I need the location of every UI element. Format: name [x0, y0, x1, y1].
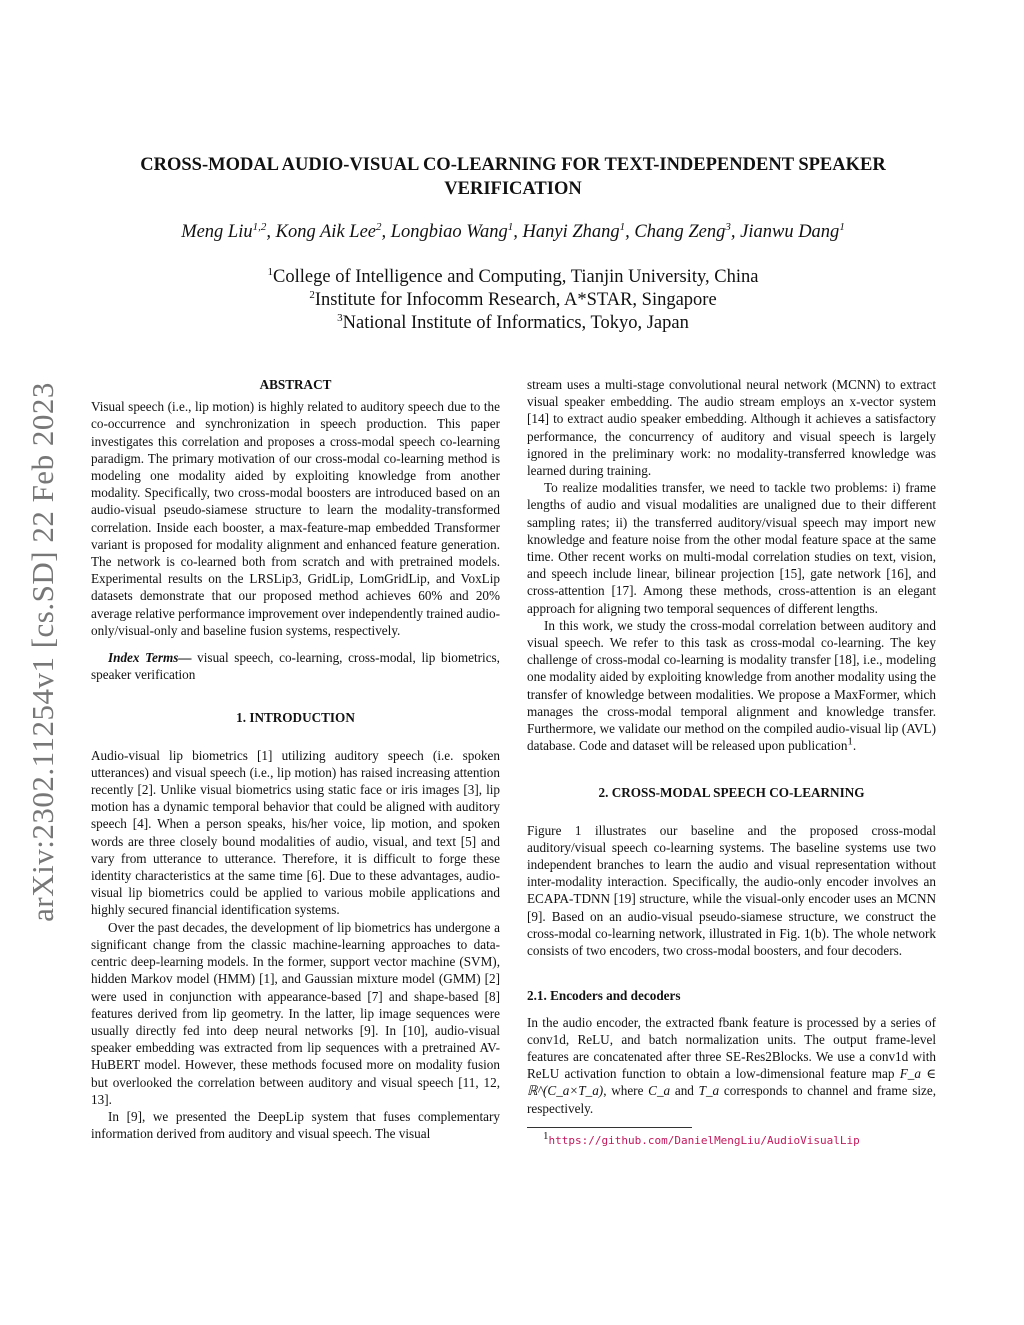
intro-paragraph: Over the past decades, the development of lip biometrics has undergone a significant change from the classic machine-learning approaches to data-centric deep-learning models. In the former, support vector machine (SVM), hidden Markov model (HMM) [1], and Gaussian mixture model (GMM) [2] were used in conjunction with appearance-based [7] and shape-based [8] features derived from lip geometry. In the latter, lip image sequences were usually directly fed into deep neural networks [9]. In [10], audio-visual speaker embedding was extracted from lip sequences with a pretrained AV-HuBERT model. However, these methods focused more on modality fusion but overlooked the correlation between auditory and visual speech [11, 12, 13]. [91, 919, 500, 1107]
footnote-link[interactable]: https://github.com/DanielMengLiu/AudioVisualLip [548, 1133, 860, 1147]
right-column [527, 376, 936, 1149]
author: Meng Liu [181, 222, 253, 242]
footnote-rule [527, 1127, 692, 1128]
affiliation: $^3$National Institute of Informatics, Tokyo, Japan [337, 311, 689, 333]
author: Longbiao Wang [390, 222, 508, 242]
author: Hanyi Zhang [522, 222, 620, 242]
arxiv-watermark [25, 362, 60, 942]
paper-title: CROSS-MODAL AUDIO-VISUAL CO-LEARNING FOR TEXT-INDEPENDENT SPEAKER VERIFICATION [140, 155, 886, 199]
footnote: $^1$https://github.com/DanielMengLiu/AudioVisualLip [543, 1129, 860, 1147]
author: Chang Zeng [634, 222, 726, 242]
intro-heading: 1. INTRODUCTION [236, 710, 355, 726]
math-feature-map: F_a ∈ ℝ^(C_a×T_a) [527, 1066, 937, 1099]
intro-paragraph: Audio-visual lip biometrics [1] utilizing auditory speech (i.e. spoken utterances) and visual speech (i.e., lip motion) has raised increasing attention recently [2]. Unlike visual biometrics using static face or iris images [3], lip motion has a dynamic temporal behavior that could be aligned with auditory speech [4]. When a person speaks, his/her voice, lip motion, and spoken words are three closely bound modalities of audio, visual, and text [5] and vary from utterance to utterance. Therefore, it is difficult to forge these identity characteristics at the same time [6]. Due to these advantages, audio-visual lip biometrics could be applied to various mobile applications and highly secured financial identification systems. [91, 747, 500, 918]
section2-heading: 2. CROSS-MODAL SPEECH CO-LEARNING [598, 785, 865, 801]
intro-paragraph: In [9], we presented the DeepLip system that fuses complementary information derived from auditory and visual speech. The visual [91, 1108, 500, 1142]
intro-paragraph: To realize modalities transfer, we need to tackle two problems: i) frame lengths of audio and visual modalities are unaligned due to their different sampling rates; ii) the transferred auditory/visual speech may import new knowledge and feature noise from the other modal feature space at the same time. Other recent works on multi-modal correlation studies on text, vision, and speech include linear, bilinear projection [15], gate network [16], and cross-attention [17]. Among these methods, cross-attention is an elegant approach for aligning two temporal sequences of different lengths. [527, 480, 936, 616]
affiliation: $^2$Institute for Infocomm Research, A*STAR, Singapore [309, 288, 717, 310]
intro-paragraph-continued: stream uses a multi-stage convolutional neural network (MCNN) to extract visual speaker embedding. The audio stream employs an x-vector system [14] to extract audio speaker embedding. Although it achieves a satisfactory performance, the concurrency of auditory and visual speech is largely ignored in the preliminary work: no modality-transferred knowledge was learned during training. [527, 377, 936, 479]
subsection-heading: 2.1. Encoders and decoders [527, 988, 681, 1004]
arxiv-id: arXiv:2302.11254v1 [cs.SD] 22 Feb 2023 [25, 382, 60, 922]
intro-paragraph: In this work, we study the cross-modal correlation between auditory and visual speech. We refer to this task as cross-modal co-learning. The key challenge of cross-modal co-learning is modality transfer [18], i.e., modeling one modality aided by exploiting knowledge from another modality using the transfer of knowledge between modalities. We propose a MaxFormer, which manages the cross-modal temporal alignment and knowledge transfer. Furthermore, we validate our method on the compiled audio-visual lip (AVL) database. Code and dataset will be released upon publication$^1$. [527, 617, 936, 754]
author-list: Meng Liu$^{1,2}$, Kong Aik Lee$^2$, Longbiao Wang$^1$, Hanyi Zhang$^1$, Chang Zeng$^3$, Jianwu Dang$^1$ [181, 220, 845, 242]
abstract-text: Visual speech (i.e., lip motion) is highly related to auditory speech due to the co-occurrence and synchronization in speech production. This paper investigates this correlation and proposes a cross-modal speech co-learning paradigm. The primary motivation of our cross-modal co-learning method is modeling one modality aided by exploiting knowledge from another modality. Specifically, two cross-modal boosters are introduced based on an audio-visual pseudo-siamese structure to learn the modality-transformed correlation. Inside each booster, a max-feature-map embedded Transformer variant is proposed for modality alignment and enhanced feature generation. The network is co-learned both from scratch and with pretrained models. Experimental results on the LRSLip3, GridLip, LomGridLip, and VoxLip datasets demonstrate that our proposed method achieves 60% and 20% average relative performance improvement over independently trained audio-only/visual-only and baseline fusion systems, respectively. [91, 399, 500, 638]
left-column [91, 376, 500, 1142]
index-terms: Index Terms— visual speech, co-learning, cross-modal, lip biometrics, speaker verification [91, 650, 500, 683]
affiliation-list [90, 266, 936, 335]
section2-paragraph: In the audio encoder, the extracted fbank feature is processed by a series of conv1d, ReLU, and batch normalization units. The output frame-level features are concatenated after three SE-Res2Blocks. We use a conv1d with ReLU activation function to obtain a low-dimensional feature map F_a ∈ ℝ^(C_a×T_a), where C_a and T_a corresponds to channel and frame size, respectively. [527, 1014, 937, 1116]
section2-paragraph: Figure 1 illustrates our baseline and the proposed cross-modal auditory/visual speech co-learning systems. The baseline systems use two independent branches to learn the audio and visual representation without inter-modality interaction. Specifically, the audio-only encoder involves an ECAPA-TDNN [19] structure, while the visual-only encoder uses an MCNN [9]. Based on an audio-visual pseudo-siamese structure, we construct the cross-modal co-learning network, illustrated in Fig. 1(b). The whole network consists of two encoders, two cross-modal boosters, and four decoders. [527, 822, 936, 959]
author: Kong Aik Lee [275, 222, 376, 242]
author: Jianwu Dang [740, 222, 840, 242]
affiliation: $^1$College of Intelligence and Computing, Tianjin University, China [267, 265, 759, 287]
abstract-heading: ABSTRACT [259, 377, 332, 392]
